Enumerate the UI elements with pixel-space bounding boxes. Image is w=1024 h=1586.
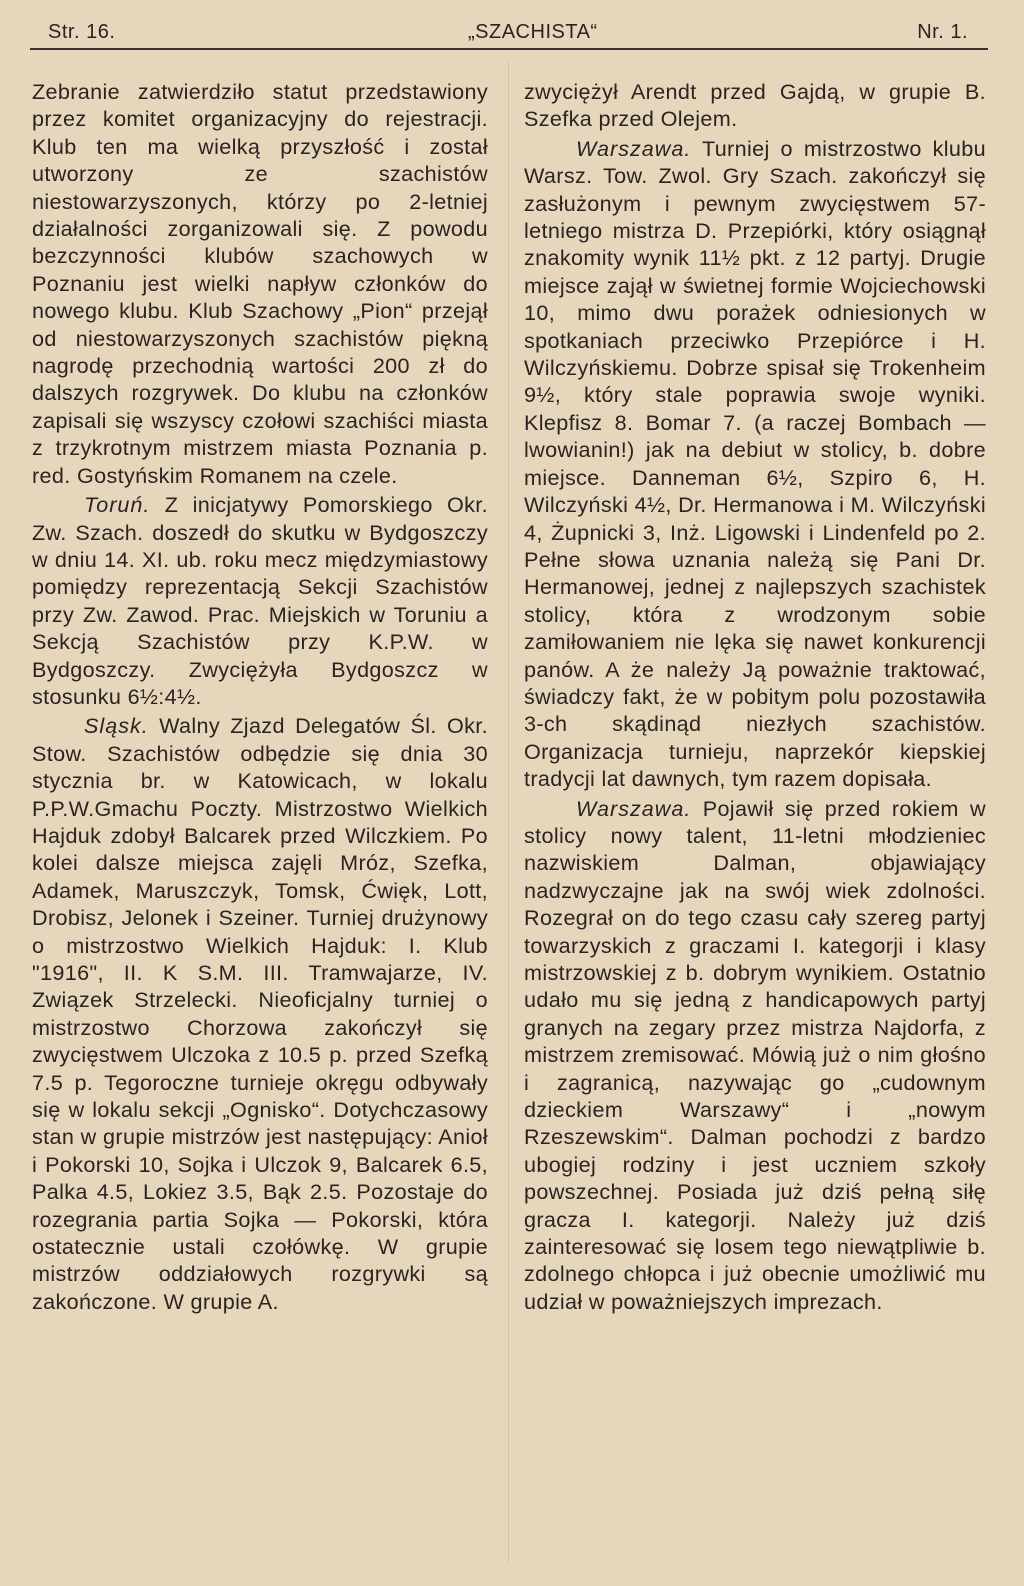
paragraph-text: zwyciężył Arendt przed Gajdą, w grupie B. Szefka przed Olejem.: [524, 79, 986, 132]
article-warszawa-dalman: [524, 795, 986, 1316]
article-torun: [32, 491, 488, 710]
issue-number: Nr. 1.: [911, 18, 974, 46]
article-poznan: [32, 78, 488, 489]
place-heading: Warszawa.: [576, 795, 692, 821]
article-slask-continued: [524, 78, 986, 133]
article-slask: [32, 712, 488, 1315]
right-column: [524, 78, 986, 1317]
paragraph-text: Pojawił się przed rokiem w stolicy nowy talent, 11-letni młodzieniec nazwiskiem Dalman, objawiający nadzwyczajne jak na swój wiek zdolności. Rozegrał on do tego czasu cały szereg partyj towarzyskich z graczami I. kategorji i klasy mistrzowskiej z b. dobrym wynikiem. Ostatnio udało mu się jedną z handicapowych partyj granych na zegary przez mistrza Najdorfa, z mistrzem zremisować. Mówią już o nim głośno i zagranicą, nazywając go „cudownym dzieckiem Warszawy“ i „nowym Rzeszewskim“. Dalman pochodzi z bardzo ubogiej rodziny i jest uczniem szkoły powszechnej. Posiada już dziś pełną siłę gracza I. kategorji. Należy już dziś zainteresować się losem tego niewątpliwie b. zdolnego chłopca i już obecnie umożliwić mu udział w poważniejszych imprezach.: [524, 795, 986, 1314]
page-number: Str. 16.: [42, 18, 121, 46]
paragraph-text: Walny Zjazd Delegatów Śl. Okr. Stow. Szachistów odbędzie się dnia 30 stycznia br. w Katowicach, w lokalu P.P.W.Gmachu Poczty. Mistrzostwo Wielkich Hajduk zdobył Balcarek przed Wilczkiem. Po kolei dalsze miejsca zajęli Mróz, Szefka, Adamek, Maruszczyk, Tomsk, Ćwięk, Lott, Drobisz, Jelonek i Szeiner. Turniej drużynowy o mistrzostwo Wielkich Hajduk: I. Klub "1916", II. K S.M. III. Tramwajarze, IV. Związek Strzelecki. Nieoficjalny turniej o mistrzostwo Chorzowa zakończył się zwycięstwem Ulczoka z 10.5 p. przed Szefką 7.5 p. Tegoroczne turnieje okręgu odbywały się w lokalu sekcji „Ognisko“. Dotychczasowy stan w grupie mistrzów jest następujący: Anioł i Pokorski 10, Sojka i Ulczok 9, Balcarek 6.5, Palka 4.5, Lokiez 3.5, Bąk 2.5. Pozostaje do rozegrania partia Sojka — Pokorski, która ostatecznie ustali czołówkę. W grupie mistrzów oddziałowych rozgrywki są zakończone. W grupie A.: [32, 713, 488, 1314]
article-warszawa-tournament: [524, 135, 986, 793]
page-header: [30, 18, 988, 50]
paragraph-text: Zebranie zatwierdziło statut przedstawiony przez komitet organizacyjny do rejestracji. Klub ten ma wielką przyszłość i został utworzony ze szachistów niestowarzyszonych, którzy po 2-letniej działalności zorganizowali się. Z powodu bezczynności klubów szachowych w Poznaniu jest wielki napływ członków do nowego klubu. Klub Szachowy „Pion“ przejął od niestowarzyszonych szachistów piękną nagrodę przechodnią wartości 200 zł do dalszych rozgrywek. Do klubu na członków zapisali się wszyscy czołowi szachiści miasta z trzykrotnym mistrzem miasta Poznania p. red. Gostyńskim Romanem na czele.: [32, 79, 488, 488]
place-heading: Warszawa.: [576, 135, 692, 161]
paragraph-text: Turniej o mistrzostwo klubu Warsz. Tow. Zwol. Gry Szach. zakończył się zasłużonym i pewnym zwycięstwem 57-letniego mistrza D. Przepiórki, który osiągnął znakomity wynik 11½ pkt. z 12 partyj. Drugie miejsce zajął w świetnej formie Wojciechowski 10, mimo dwu porażek odniesionych w spotkaniach przeciwko Przepiórce i H. Wilczyńskiemu. Dobrze spisał się Trokenheim 9½, który stale poprawia swoje wyniki. Klepfisz 8. Bomar 7. (a raczej Bombach — lwowianin!) jak na debiut w stolicy, b. dobre miejsce. Danneman 6½, Szpiro 6, H. Wilczyński 4½, Dr. Hermanowa i M. Wilczyński 4, Żupnicki 3, Inż. Ligowski i Lindenfeld po 2. Pełne słowa uznania należą się Pani Dr. Hermanowej, jednej z najlepszych szachistek stolicy, która z wrodzonym sobie zamiłowaniem nie lęka się nawet konkurencji panów. A że należy Ją poważnie traktować, świadczy fakt, że w pobitym polu pozostawiła 3-ch skądinąd niezłych szachistów. Organizacja turnieju, naprzekór kiepskiej tradycji lat dawnych, tym razem dopisała.: [524, 135, 986, 792]
place-heading: Toruń.: [84, 492, 151, 518]
place-heading: Sląsk.: [84, 713, 149, 739]
left-column: [32, 78, 488, 1317]
publication-title: „SZACHISTA“: [462, 18, 604, 46]
paragraph-text: Z inicjatywy Pomorskiego Okr. Zw. Szach. doszedł do skutku w Bydgoszczy w dniu 14. XI. ub. roku mecz międzymiastowy pomiędzy reprezentacją Sekcji Szachistów przy Zw. Zawod. Prac. Miejskich w Toruniu a Sekcją Szachistów przy K.P.W. w Bydgoszczy. Zwyciężyła Bydgoszcz w stosunku 6½:4½.: [32, 492, 488, 709]
column-divider: [508, 62, 509, 1562]
